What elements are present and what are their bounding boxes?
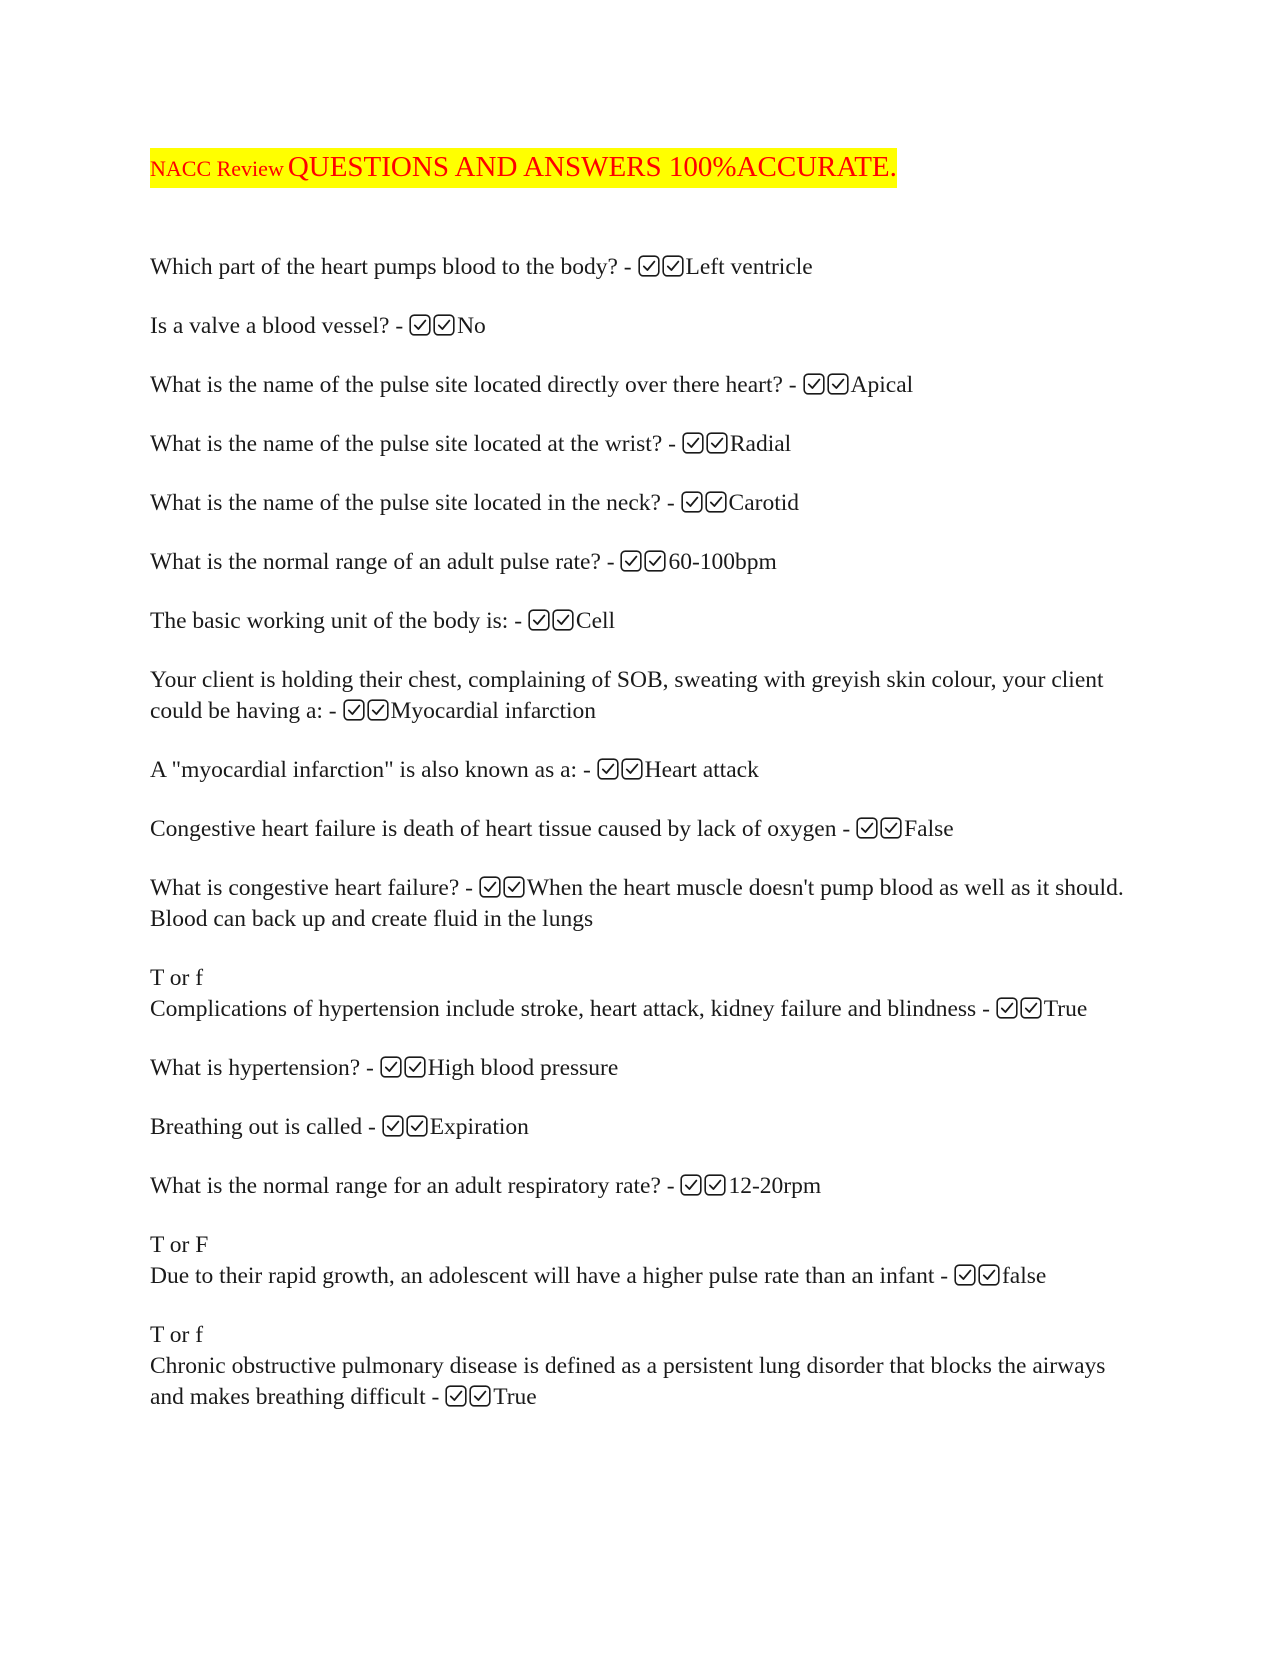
qa-item <box>150 429 1140 460</box>
qa-answer: True <box>1043 995 1088 1022</box>
qa-item <box>150 873 1140 935</box>
qa-answer: High blood pressure <box>427 1054 619 1081</box>
checkbox-checked-icon <box>705 491 727 513</box>
checkbox-checked-icon <box>503 876 525 898</box>
checkbox-checked-icon <box>638 255 660 277</box>
checkbox-checked-icon <box>620 550 642 572</box>
qa-prefix: T or f <box>150 1321 204 1348</box>
checkbox-checked-icon <box>343 699 365 721</box>
checkbox-checked-icon <box>682 432 704 454</box>
qa-item <box>150 488 1140 519</box>
checkbox-checked-icon <box>681 491 703 513</box>
checkbox-checked-icon <box>644 550 666 572</box>
qa-item <box>150 963 1140 1025</box>
checkbox-checked-icon <box>1020 997 1042 1019</box>
checkbox-checked-icon <box>978 1264 1000 1286</box>
checkbox-checked-icon <box>880 817 902 839</box>
qa-item <box>150 547 1140 578</box>
qa-item <box>150 1112 1140 1143</box>
qa-question: What is the name of the pulse site located in the neck? - <box>150 489 675 516</box>
qa-item <box>150 814 1140 845</box>
qa-question: Your client is holding their chest, complaining of SOB, sweating with greyish skin colour, your client could be having a: - <box>150 666 1104 724</box>
qa-item <box>150 1320 1140 1413</box>
qa-item <box>150 311 1140 342</box>
qa-prefix: T or f <box>150 964 204 991</box>
qa-question: Breathing out is called - <box>150 1113 376 1140</box>
checkbox-checked-icon <box>528 609 550 631</box>
checkbox-checked-icon <box>827 373 849 395</box>
qa-item <box>150 1053 1140 1084</box>
qa-item <box>150 370 1140 401</box>
checkbox-checked-icon <box>404 1056 426 1078</box>
qa-question: What is hypertension? - <box>150 1054 374 1081</box>
qa-question: What is congestive heart failure? - <box>150 874 473 901</box>
qa-item <box>150 1171 1140 1202</box>
qa-answer: false <box>1001 1262 1047 1289</box>
qa-item <box>150 1230 1140 1292</box>
checkbox-checked-icon <box>621 758 643 780</box>
checkbox-checked-icon <box>552 609 574 631</box>
document-title <box>150 148 897 188</box>
checkbox-checked-icon <box>704 1174 726 1196</box>
qa-question: The basic working unit of the body is: - <box>150 607 523 634</box>
checkbox-checked-icon <box>996 997 1018 1019</box>
qa-answer: Carotid <box>728 489 800 516</box>
checkbox-checked-icon <box>406 1115 428 1137</box>
qa-answer: True <box>493 1383 537 1410</box>
checkbox-checked-icon <box>380 1056 402 1078</box>
checkbox-checked-icon <box>803 373 825 395</box>
checkbox-checked-icon <box>597 758 619 780</box>
checkbox-checked-icon <box>954 1264 976 1286</box>
qa-question: Chronic obstructive pulmonary disease is defined as a persistent lung disorder that blocks the airways and makes breathing difficult - <box>150 1352 1106 1410</box>
checkbox-checked-icon <box>662 255 684 277</box>
qa-prefix: T or F <box>150 1231 209 1258</box>
qa-question: What is the normal range of an adult pulse rate? - <box>150 548 615 575</box>
qa-answer: When the heart muscle doesn't pump blood as well as it should. Blood can back up and create fluid in the lungs <box>150 874 1124 932</box>
qa-answer: Cell <box>575 607 616 634</box>
qa-answer: Radial <box>729 430 792 457</box>
qa-question: A "myocardial infarction" is also known as a: - <box>150 756 591 783</box>
qa-item <box>150 755 1140 786</box>
qa-question: Is a valve a blood vessel? - <box>150 312 404 339</box>
checkbox-checked-icon <box>479 876 501 898</box>
checkbox-checked-icon <box>680 1174 702 1196</box>
checkbox-checked-icon <box>409 314 431 336</box>
qa-list <box>150 252 1140 1413</box>
qa-item <box>150 606 1140 637</box>
qa-question: What is the name of the pulse site located directly over there heart? - <box>150 371 797 398</box>
qa-answer: Expiration <box>429 1113 529 1140</box>
qa-question: Due to their rapid growth, an adolescent will have a higher pulse rate than an infant - <box>150 1262 949 1289</box>
qa-question: Congestive heart failure is death of heart tissue caused by lack of oxygen - <box>150 815 851 842</box>
qa-question: What is the name of the pulse site located at the wrist? - <box>150 430 676 457</box>
qa-question: Complications of hypertension include stroke, heart attack, kidney failure and blindness - <box>150 995 990 1022</box>
qa-answer: No <box>457 312 486 339</box>
qa-item <box>150 252 1140 283</box>
qa-answer: 12-20rpm <box>728 1172 822 1199</box>
checkbox-checked-icon <box>445 1385 467 1407</box>
checkbox-checked-icon <box>382 1115 404 1137</box>
qa-answer: 60-100bpm <box>668 548 777 575</box>
qa-question: Which part of the heart pumps blood to the body? - <box>150 253 632 280</box>
qa-answer: Heart attack <box>644 756 759 783</box>
document-page <box>150 148 1140 1441</box>
checkbox-checked-icon <box>706 432 728 454</box>
qa-answer: Myocardial infarction <box>390 697 597 724</box>
checkbox-checked-icon <box>469 1385 491 1407</box>
qa-item <box>150 665 1140 727</box>
checkbox-checked-icon <box>856 817 878 839</box>
qa-question: What is the normal range for an adult respiratory rate? - <box>150 1172 675 1199</box>
title-main: QUESTIONS AND ANSWERS 100%ACCURATE. <box>287 151 897 183</box>
checkbox-checked-icon <box>367 699 389 721</box>
checkbox-checked-icon <box>433 314 455 336</box>
qa-answer: False <box>904 815 954 842</box>
qa-answer: Apical <box>850 371 914 398</box>
qa-answer: Left ventricle <box>685 253 813 280</box>
title-prefix: NACC Review <box>150 156 284 181</box>
